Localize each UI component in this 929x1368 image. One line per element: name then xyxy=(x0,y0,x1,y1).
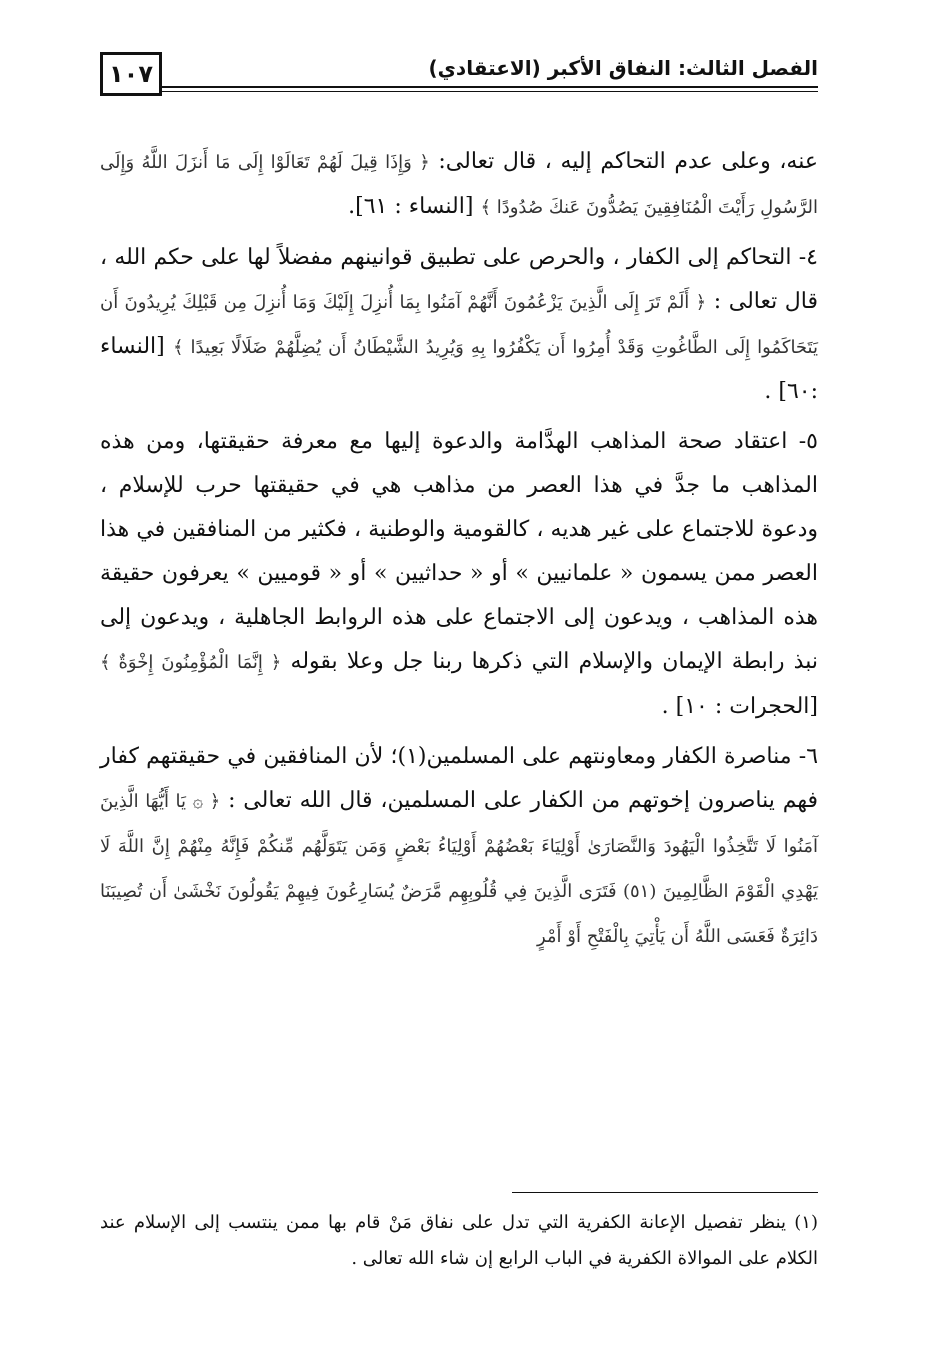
paragraph-4-text: ٦- مناصرة الكفار ومعاونتهم على المسلمين(١)؛ لأن المنافقين في حقيقتهم كفار فهم يناصرون إخوتهم من الكفار على المسلمين، قال الله تعالى : xyxy=(100,744,819,813)
running-title: الفصل الثالث: النفاق الأكبر (الاعتقادي) xyxy=(428,56,818,80)
quran-verse-2: ﴿ أَلَمْ تَرَ إِلَى الَّذِينَ يَزْعُمُونَ أَنَّهُمْ آمَنُوا بِمَا أُنزِلَ إِلَيْكَ وَمَا أُنزِلَ مِن قَبْلِكَ يُرِيدُونَ أَن يَتَحَاكَمُوا إِلَى الطَّاغُوتِ وَقَدْ أُمِرُوا أَن يَكْفُرُوا بِهِ وَيُرِيدُ الشَّيْطَانُ أَن يُضِلَّهُمْ ضَلَالًا بَعِيدًا ﴾ xyxy=(100,292,818,358)
paragraph-4 xyxy=(100,735,818,959)
page-number: ١٠٧ xyxy=(100,52,162,96)
paragraph-1 xyxy=(100,140,818,230)
paragraph-2-text: ٤- التحاكم إلى الكفار ، والحرص على تطبيق قوانينهم مفضلاً لها على حكم الله ، قال تعالى : xyxy=(100,245,818,314)
verse-reference-2: [النساء :٦٠] . xyxy=(100,334,818,404)
footnote-1: (١) ينظر تفصيل الإعانة الكفرية التي تدل على نفاق مَنْ قام بها ممن ينتسب إلى الإسلام عند الكلام على الموالاة الكفرية في الباب الرابع إن شاء الله تعالى . xyxy=(100,1212,818,1269)
quran-verse-1: ﴿ وَإِذَا قِيلَ لَهُمْ تَعَالَوْا إِلَى مَا أَنزَلَ اللَّهُ وَإِلَى الرَّسُولِ رَأَيْتَ الْمُنَافِقِينَ يَصُدُّونَ عَنكَ صُدُودًا ﴾ xyxy=(100,152,818,218)
footnote-area xyxy=(100,1205,818,1277)
paragraph-1-text: عنه، وعلى عدم التحاكم إليه ، قال تعالى: xyxy=(429,149,818,174)
header-rule-thin xyxy=(162,91,818,92)
footnote-separator xyxy=(512,1192,818,1193)
page-header xyxy=(100,52,818,102)
paragraph-3 xyxy=(100,420,818,729)
quran-verse-3: ﴿ إِنَّمَا الْمُؤْمِنُونَ إِخْوَةٌ ﴾ xyxy=(100,652,282,673)
verse-reference-1: [النساء : ٦١]. xyxy=(348,194,481,219)
quran-verse-4: ﴿ ۞ يَا أَيُّهَا الَّذِينَ آمَنُوا لَا تَتَّخِذُوا الْيَهُودَ وَالنَّصَارَىٰ أَوْلِيَاءَ بَعْضُهُمْ أَوْلِيَاءُ بَعْضٍ وَمَن يَتَوَلَّهُم مِّنكُمْ فَإِنَّهُ مِنْهُمْ إِنَّ اللَّهَ لَا يَهْدِي الْقَوْمَ الظَّالِمِينَ (٥١) فَتَرَى الَّذِينَ فِي قُلُوبِهِم مَّرَضٌ يُسَارِعُونَ فِيهِمْ يَقُولُونَ نَخْشَىٰ أَن تُصِيبَنَا دَائِرَةٌ فَعَسَى اللَّهُ أَن يَأْتِيَ بِالْفَتْحِ أَوْ أَمْرٍ xyxy=(100,791,818,947)
paragraph-3-text: ٥- اعتقاد صحة المذاهب الهدَّامة والدعوة إليها مع معرفة حقيقتها، ومن هذه المذاهب ما جدَّ في هذا العصر من مذاهب هي في حقيقتها حرب للإسلام ، ودعوة للاجتماع على غير هديه ، كالقومية والوطنية ، فكثير من المنافقين في هذا العصر ممن يسمون « علمانيين » أو « حداثيين » أو « قوميين » يعرفون حقيقة هذه المذاهب ، ويدعون إلى الاجتماع على هذه الروابط الجاهلية ، ويدعون إلى نبذ رابطة الإيمان والإسلام التي ذكرها ربنا جل وعلا بقوله xyxy=(100,429,818,674)
verse-reference-3: [الحجرات : ١٠] . xyxy=(661,694,818,719)
header-rule xyxy=(162,86,818,88)
paragraph-2 xyxy=(100,236,818,414)
main-text xyxy=(100,140,818,965)
